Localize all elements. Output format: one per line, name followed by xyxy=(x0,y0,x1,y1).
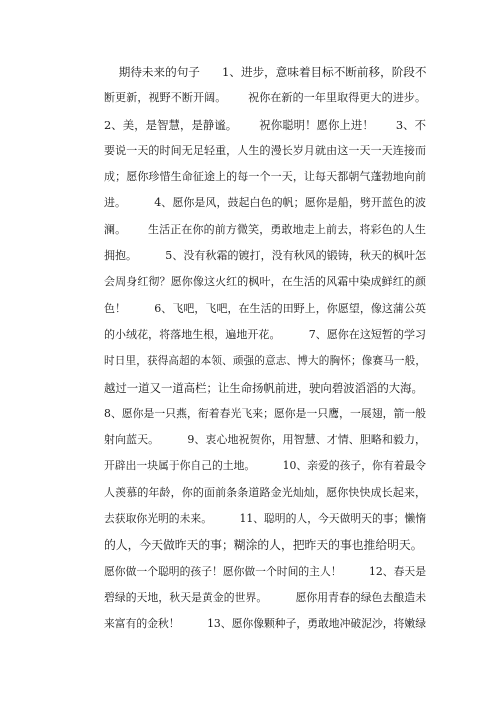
text-line: 愿你做一个聪明的孩子！愿你做一个时间的主人！ 12、春天是 xyxy=(104,564,426,578)
document-body xyxy=(104,59,426,638)
text-line: 人羡慕的年龄，你的面前条条道路金光灿灿，愿你快快成长起来， xyxy=(104,485,426,499)
text-line: 进。 4、愿你是风，鼓起白色的帆；愿你是船，劈开蓝色的波 xyxy=(104,196,426,210)
text-line: 开辟出一块属于你自己的土地。 10、亲爱的孩子，你有着最令 xyxy=(104,459,426,473)
text-line: 时日里，获得高超的本领、顽强的意志、博大的胸怀；像赛马一般， xyxy=(104,355,426,368)
text-line: 的小绒花，将落地生根，遍地开花。 7、愿你在这短暂的学习 xyxy=(104,327,426,341)
text-line: 射向蓝天。 9、衷心地祝贺你，用智慧、才情、胆略和毅力， xyxy=(104,433,426,447)
text-line: 去获取你光明的未来。 11、聪明的人，今天做明天的事；懒惰 xyxy=(104,512,426,526)
text-line: 成；愿你珍惜生命征途上的每一个一天，让每天都朝气蓬勃地向前 xyxy=(104,170,426,184)
text-line: 越过一道又一道高栏；让生命扬帆前进，驶向碧波滔滔的大海。 xyxy=(104,380,423,395)
text-line: 澜。 生活正在你的前方微笑，勇敢地走上前去，将彩色的人生 xyxy=(104,222,426,236)
text-line: 色！ 6、飞吧，飞吧，在生活的田野上，你愿望，像这蒲公英 xyxy=(104,301,426,315)
text-line: 会周身红彻？愿你像这火红的枫叶，在生活的风霜中染成鲜红的颜 xyxy=(104,275,426,289)
text-line: 的人，今天做昨天的事；糊涂的人，把昨天的事也推给明天。 xyxy=(104,538,423,553)
text-line: 碧绿的天地，秋天是黄金的世界。 愿你用青春的绿色去酿造未 xyxy=(104,590,426,604)
text-line: 要说一天的时间无足轻重，人生的漫长岁月就由这一天一天连接而 xyxy=(104,143,426,157)
text-line: 8、愿你是一只燕，衔着春光飞来；愿你是一只鹰，一展翅，箭一般 xyxy=(104,406,426,420)
text-line: 期待未来的句子 1、进步，意味着目标不断前移，阶段不 xyxy=(104,65,427,79)
text-line: 断更新，视野不断开阔。 祝你在新的一年里取得更大的进步。 xyxy=(104,91,426,105)
text-line: 来富有的金秋！ 13、愿你像颗种子，勇敢地冲破泥沙，将嫩绿 xyxy=(104,617,426,631)
text-line: 拥抱。 5、没有秋霜的镀打，没有秋风的锻铸，秋天的枫叶怎 xyxy=(104,249,426,263)
text-line: 2、美，是智慧，是静谧。 祝你聪明！愿你上进！ 3、不 xyxy=(104,117,426,132)
